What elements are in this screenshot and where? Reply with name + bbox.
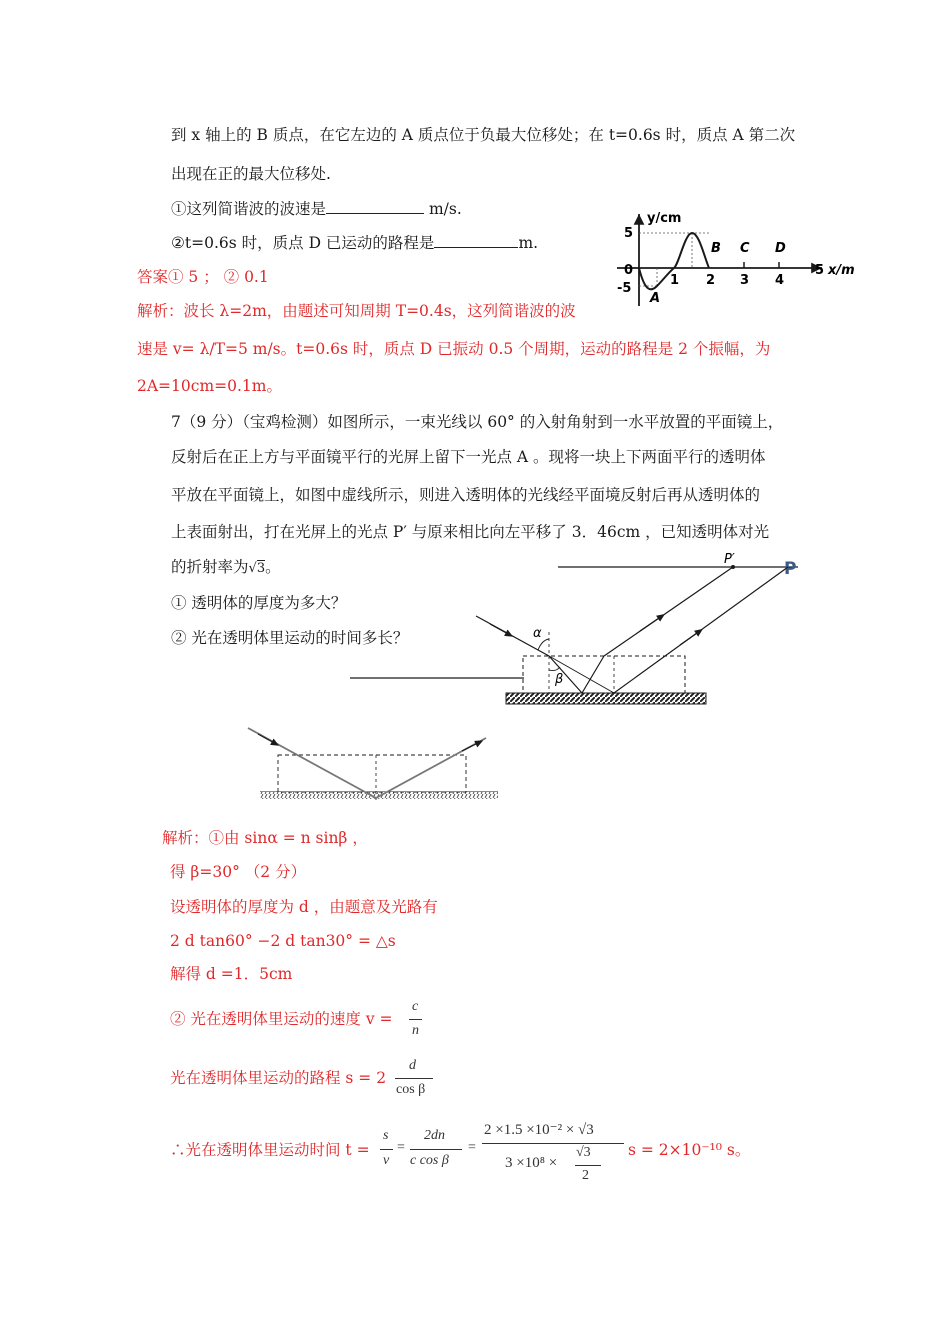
answer-blank-1	[326, 199, 424, 214]
refracted-ray	[549, 656, 582, 693]
solution7-line2: 得 β=30° （2 分）	[170, 863, 307, 881]
answer6-solution2: 速是 v= λ/T=5 m/s。t=0.6s 时，质点 D 已振动 0.5 个周期，运动的路程是 2 个振幅，为	[137, 340, 771, 358]
problem6-line2: 出现在正的最大位移处.	[171, 165, 331, 183]
fraction-sqrt3: √3	[576, 1145, 591, 1160]
equals-sign: =	[468, 1140, 476, 1155]
fraction-2dn: 2dn	[424, 1128, 445, 1143]
fraction-bar	[380, 1149, 393, 1150]
y-tick-5: 5	[624, 226, 634, 241]
original-reflected-ray	[614, 567, 788, 693]
sqrt-value: 3	[256, 561, 266, 576]
question1-unit: m/s.	[424, 200, 462, 218]
label-p-prime: P′	[724, 552, 735, 567]
ray-arrow	[258, 734, 276, 744]
question2-unit: m.	[518, 234, 539, 252]
point-d-label: D	[775, 241, 786, 256]
mirror-upper	[506, 693, 706, 704]
fraction-ccos: c cos β	[410, 1153, 449, 1168]
fraction-numeric-numerator: 2 ×1.5 ×10⁻² × √3	[484, 1122, 594, 1138]
problem7-question1: ① 透明体的厚度为多大？	[171, 594, 347, 612]
x-axis-label: x/m	[828, 263, 855, 278]
equals-sign: =	[397, 1140, 405, 1155]
label-alpha: α	[533, 626, 542, 641]
y-axis-label: y/cm	[647, 211, 682, 226]
x-tick-3: 3	[740, 273, 750, 288]
fraction-bar	[482, 1143, 624, 1144]
sqrt-symbol: √	[248, 561, 257, 576]
problem6-line1: 到 x 轴上的 B 质点，在它左边的 A 质点位于负最大位移处；在 t=0.6s 时，质点 A 第二次	[171, 126, 796, 144]
fraction-c-numerator: c	[412, 999, 419, 1014]
x-tick-5: 5	[815, 263, 825, 278]
fraction-bar	[395, 1078, 433, 1079]
solution7-line7: 光在透明体里运动的路程 s = 2	[170, 1069, 387, 1087]
solution7-result: s = 2×10⁻¹⁰ s。	[628, 1141, 751, 1159]
solution7-line3: 设透明体的厚度为 d ，由题意及光路有	[170, 898, 438, 916]
ray-arrow	[490, 624, 510, 635]
optics-figure-upper	[350, 552, 810, 712]
angle-arc-beta	[549, 667, 560, 671]
solution7-line4: 2 d tan60° −2 d tan30° = △s	[170, 932, 396, 950]
problem7-line1: 7（9 分）（宝鸡检测）如图所示，一束光线以 60° 的入射角射到一水平放置的平面镜上，	[171, 413, 784, 431]
answer6-line: 答案① 5 ； ② 0.1	[137, 268, 269, 286]
solution7-line1: 解析：①由 sinα = n sinβ ，	[162, 829, 368, 847]
fraction-s: s	[383, 1128, 389, 1143]
problem6-question1	[171, 199, 462, 219]
refraction-text: 的折射率为	[171, 558, 249, 576]
fraction-bar	[575, 1165, 601, 1166]
fraction-v: v	[383, 1153, 390, 1168]
optics-figure-lower	[248, 722, 504, 804]
answer-blank-2	[434, 233, 518, 248]
answer6-solution3: 2A=10cm=0.1m。	[137, 377, 282, 395]
problem7-line2: 反射后在正上方与平面镜平行的光屏上留下一光点 A 。现将一块上下两面平行的透明体	[171, 448, 766, 466]
fraction-bar	[410, 1149, 462, 1150]
problem7-line5	[171, 557, 281, 579]
label-beta: β	[555, 672, 564, 687]
reflected-ray-inside	[582, 656, 604, 693]
fraction-numeric-denominator: 3 ×10⁸ ×	[505, 1155, 558, 1171]
fraction-d-numerator: d	[409, 1058, 416, 1073]
question2-text: ②t=0.6s 时，质点 D 已运动的路程是	[171, 234, 435, 252]
problem6-question2	[171, 233, 538, 253]
refraction-end: 。	[265, 558, 281, 576]
fraction-n-denominator: n	[412, 1023, 419, 1038]
point-c-label: C	[740, 241, 750, 256]
exit-ray-p-prime	[604, 567, 733, 656]
problem7-question2: ② 光在透明体里运动的时间多长？	[171, 629, 409, 647]
answer6-solution1: 解析：波长 λ=2m，由题述可知周期 T=0.4s，这列简谐波的波	[137, 302, 576, 320]
problem7-line3: 平放在平面镜上，如图中虚线所示，则进入透明体的光线经平面境反射后再从透明体的	[171, 486, 761, 504]
point-a-label: A	[650, 291, 661, 306]
fraction-2: 2	[582, 1168, 589, 1183]
fraction-cos-denominator: cos β	[396, 1082, 426, 1097]
label-p: P	[784, 559, 797, 579]
ray-arrow	[640, 616, 662, 631]
solution7-line8: ∴光在透明体里运动时间 t =	[170, 1141, 370, 1159]
question1-text: ①这列简谐波的波速是	[171, 200, 327, 218]
y-tick-neg5: -5	[617, 281, 632, 296]
x-tick-0: 0	[624, 263, 634, 278]
wave-graph	[612, 206, 862, 310]
x-tick-2: 2	[706, 273, 716, 288]
x-tick-1: 1	[670, 273, 680, 288]
problem7-line4: 上表面射出，打在光屏上的光点 P′ 与原来相比向左平移了 3．46cm ，已知透明体对光	[171, 523, 770, 541]
ray-arrow	[680, 631, 700, 645]
solution7-line5: 解得 d =1．5cm	[170, 965, 293, 983]
fraction-bar	[409, 1019, 422, 1020]
point-b-label: B	[711, 241, 721, 256]
ray-arrow	[462, 742, 480, 751]
x-tick-4: 4	[775, 273, 785, 288]
solution7-line6: ② 光在透明体里运动的速度 v =	[170, 1010, 393, 1028]
